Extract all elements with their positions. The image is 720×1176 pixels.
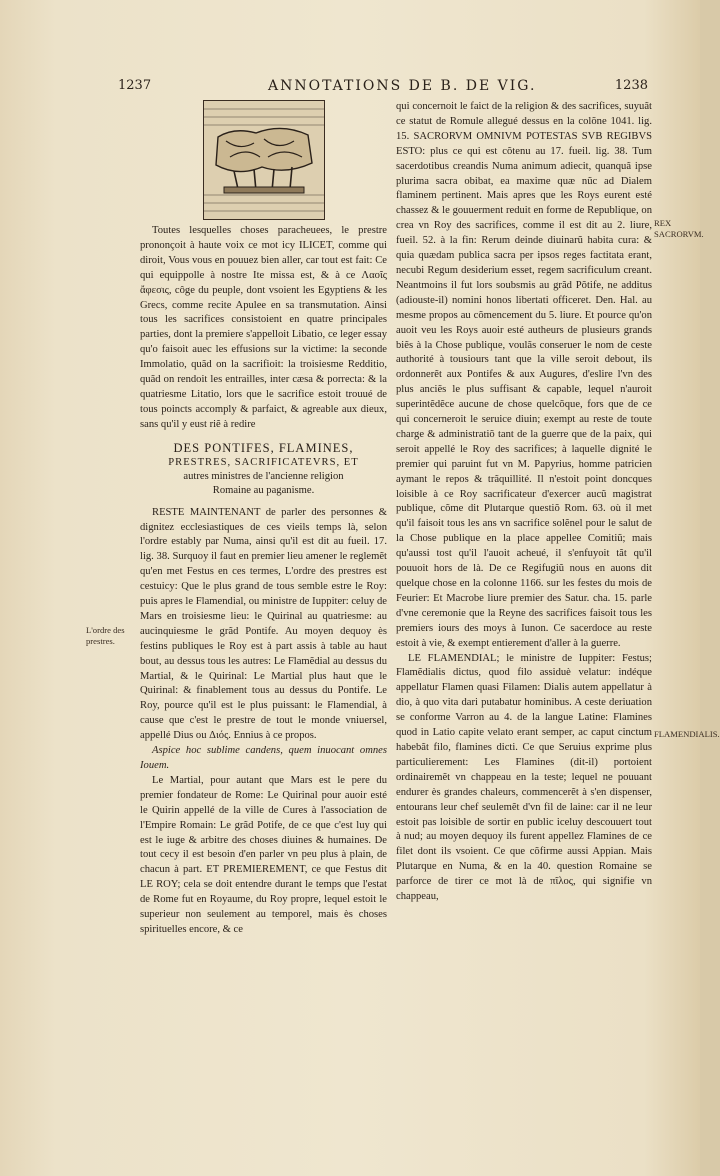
section-title: DES PONTIFES, FLAMINES,: [173, 440, 354, 455]
running-header: [118, 78, 648, 98]
section-subtitle-1: PRESTRES, SACRIFICATEVRS, ET: [168, 456, 359, 468]
paragraph-martial: Le Martial, pour autant que Mars est le pere du premier fondateur de Rome: Le Quirinal pour auoir esté le Quirin appellé de la ville de Cures à l'association de l'Empire Romain: Le grãd Potife, de ce que c'est luy qui est le iuge & arbitre des choses diuines & humaines. De tout cecy il est besoin d'en parler vn peu plus à plain, de chacun à part. ET PREMIEREMENT, ce que Festus dit LE ROY; cela se doit entendre durant le temps que l'estat de Rome fut en Royaume, du Roy propre, lequel estoit le superieur non seulement au temporel, mais ès choses spirituelles encore, & ce: [140, 774, 387, 935]
section-heading: [140, 441, 387, 498]
paragraph-flamendial: LE FLAMENDIAL; le ministre de Iuppiter: Festus; Flamẽdialis dictus, quod filo assiduè velatur: indéque appellatur Flamen quasi Filamen: Dialis autem appellatur à dio, à quo vita dari putabatur hominibus. A ceste deriuation se conforme Varron au 4. de la langue Latine: Flamines quod in Latio capite velato erant semper, ac caput cinctum habebãt filo, flamines dicti. Ce que Seruius exprime plus particulierement: Les Flamines (dit-il) portoient ordinairemẽt vn chappeau en la teste; lequel ne pouuant endurer ès grandes chaleurs, commencerẽt à s'en dispenser, entourans leur chef seulemẽt d'vn fil de laine: car il ne leur estoit pas loisible de sortir en public iceluy descouuert tout à nud; au moyen dequoy ils furent appellez Flamines de ce filet dont ils vsoient. Ce que cõfirme aussi Appian. Mais Plutarque en Numa, & en la 40. question Romaine se parforce de tirer ce mot là de πῖλος, qui signifie vn chappeau,: [396, 652, 652, 903]
paragraph-ilicet: Toutes lesquelles choses paracheuees, le prestre prononçoit à haute voix ce mot icy ILICET, comme qui diroit, Vous vous en pouuez bien aller, car tout est fait: Ce qui equippolle à nostre Ite missa est, & à ce Λαοῖς ἄφεσις, côge du peuple, dont vsoient les Egyptiens & les Grecs, comme recite Apulee en sa transmutation. Ainsi tous les sacrifices consistoient en quatre principales parties, dont la premiere s'appelloit Libatio, ce leger essay qu'o faisoit auec les effusions sur la victime: la seconde Immolatio, quãd on la sacrifioit: la troisiesme Redditio, quãd on rendoit les entrailles, inter cæsa & porrecta: & la quatriesme Litatio, lors que le sacrifice estoit trouué de tous poincts accomply & parfaict, & agreable aux dieux, sans qu'il y eust riẽ à redire: [140, 225, 387, 430]
right-column: [396, 100, 652, 905]
margin-note-flamendialis: FLAMENDIALIS.: [654, 729, 720, 739]
woodcut-drawing: [204, 101, 324, 219]
section-subtitle-2: autres ministres de l'ancienne religion: [183, 470, 344, 482]
page-number-right: 1238: [614, 78, 648, 93]
running-title: ANNOTATIONS DE B. DE VIG.: [268, 78, 537, 94]
margin-note-rex-sacrorum: REX SACRORVM.: [654, 218, 704, 239]
margin-note-ordre-prestres: L'ordre des prestres.: [86, 625, 125, 646]
paragraph-rex-sacrorum: qui concernoit le faict de la religion & des sacrifices, suyuãt ce statut de Romule allegué dessus en la colõne 1041. lig. 15. SACRORVM OMNIVM POTESTAS SVB REGIBVS ESTO: plus ce qui est cõtenu au 17. fueil. lig. 38. Tum sacerdotibus creandis Numa animum adiecit, quanquã ipse plurima sacra obibat, ea maxime quæ nũc ad Dialem flaminem pertinent. Mais apres que les Roys eurent esté chassez & le gouuerment reduit en forme de Republique, on crea vn Roy des sacrifices, comme il est dit au 2. liure, fueil. 52. à la fin: Rerum deinde diuinarũ habita cura: & quia quædam publica sacra per ipsos reges factitata erant, necubi Regum desiderium esset, regem sacrificulum creant. Neantmoins il fut lors soubsmis au grãd Põtife, ne additus (adiouste-il) nomini honos libertati officeret. Den. Hal. au mesme propos au cõmencement du 5. liure. Et pource qu'on auoit veu les Roys auoir esté autheurs de plusieurs grands biẽs à la Chose publique, voulãs conseruer le nom de ceste authorité à tousiours tant que la ville seroit debout, ils ordonnerẽt aux Pontifes & aux Augures, d'eslire l'vn des plus anciẽs le plus suffisant & capable, lequel n'auroit superintẽdẽce aucune de chose quelcõque, fors que de ce qui concerneroit le seruice diuin; exempt au reste de toute charge & administratiõ tant de la guerre que de la paix, qui seroit appellé le Roy des sacrifices; à laquelle dignité le premier qui paruint fut vn M. Papyrius, homme patricien aymant le repos & trãquillité. Il n'estoit point doncques loisible à ce Roy sacrificateur d'exercer aucũ magistrat publique, cõme dit Plutarque questiõ Rom. 63. où il met qu'il faisoit tous les ans vn sacrifice solẽnel pour le salut de la Chose publique en la place appellee Comitiũ; mais qu'aussi tost qu'il l'auoit acheué, il s'enfuyoit tãt qu'il pouuoit hors de là. De ce Regifugiũ nous en auons dit quelque chose en la colonne 1166. sur les festes du mois de Feurier: Et Macrobe liure premier des Satur. cha. 15. parle d'vne ceremonie que la Reyne des sacrifices faisoit tous les premiers iours des moys à Iunon. Ce sacerdoce au reste estoit à vie, & exempt entierement d'aller à la guerre.: [396, 101, 652, 649]
verse-ennius: Aspice hoc sublime candens, quem inuocant omnes Iouem.: [140, 745, 387, 771]
paragraph-ordre-prestres: RESTE MAINTENANT de parler des personnes & dignitez ecclesiastiques de ces vieils temps là, selon l'ordre estably par Numa, ainsi qu'il est dit au fueil. 17. lig. 38. Surquoy il faut en premier lieu amener le reglemẽt qu'en met Festus en ces termes, L'ordre des prestres est cestuicy: Que le plus grand de tous semble estre le Roy: puis apres le Flamendial, ou ministre de Iuppiter: celuy de Mars en troisiesme lieu: le Quirinal au quatriesme: au aucinquiesme le grãd Pontife. Au moyen dequoy ès festins publiques le Roy est à part assis à table au haut bout, au dessus tous les autres: Le Flamẽdial au dessus du Martial, & le Quirinal: Le Martial plus haut que le Quirinal: & finablement tous au dessus du Pontife. Le Roy, pource qu'il est le plus puissant: le Flamendial, à cause que c'est le prestre de tout le monde vniuersel, appellé Dius ou Διός. Ennius à ce propos.: [140, 506, 387, 742]
page-number-left: 1237: [118, 78, 152, 93]
woodcut-illustration: [203, 100, 325, 220]
left-column: [140, 100, 387, 938]
section-subtitle-3: Romaine au paganisme.: [212, 484, 315, 496]
